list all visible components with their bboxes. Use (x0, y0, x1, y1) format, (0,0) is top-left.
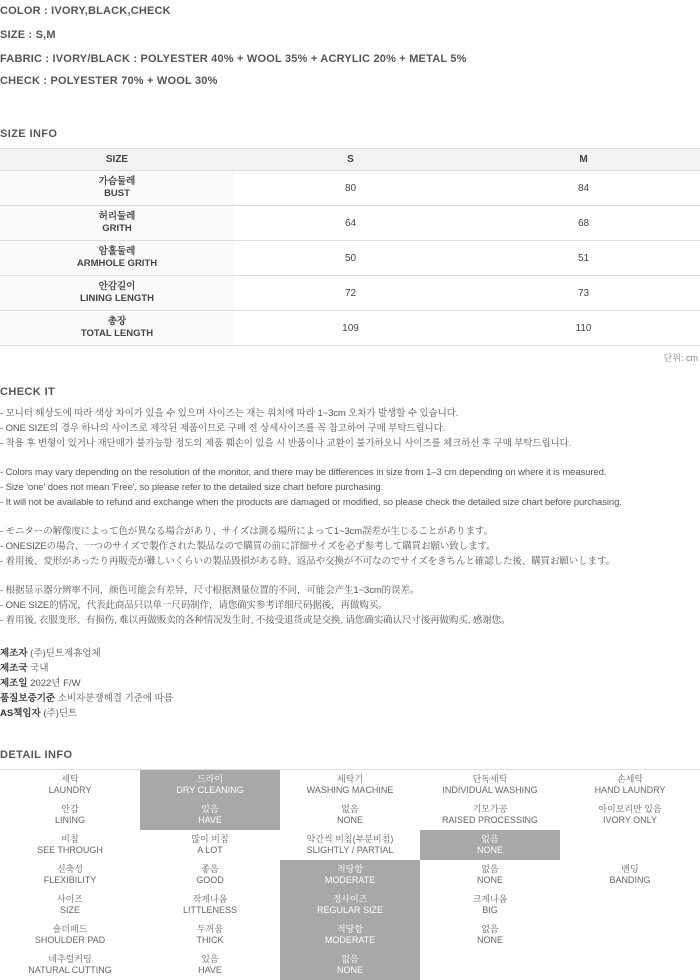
cell-ko: 없음 (481, 833, 499, 844)
row-label-en: LINING LENGTH (80, 293, 154, 304)
maker-label: 제조국 (0, 663, 28, 674)
detail-cell-flexibility-label (0, 860, 140, 890)
cell-ko: 네추럴커팅 (48, 953, 92, 964)
notes-english (0, 465, 700, 510)
cell-en: RAISED PROCESSING (441, 814, 539, 825)
table-header-row (0, 149, 700, 171)
detail-cell-flexibility-moderate[interactable] (280, 860, 420, 890)
maker-value: (주)딘트 (43, 708, 78, 719)
cell-ko: 좋음 (201, 863, 219, 874)
cell-en: MODERATE (324, 934, 376, 945)
maker-line (0, 706, 700, 721)
cell-en: HAVE (198, 964, 222, 975)
detail-cell-empty (560, 890, 700, 920)
detail-cell-lining-have[interactable] (140, 800, 280, 830)
detail-cell-see-through-label (0, 830, 140, 860)
cell-en: IVORY ONLY (602, 814, 658, 825)
row-label-en: BUST (104, 188, 130, 199)
cell-ko: 세탁기 (336, 773, 364, 784)
spec-fabric-check: CHECK : POLYESTER 70% + WOOL 30% (0, 75, 218, 87)
note-line: - Size 'one' does not mean 'Free', so please refer to the detailed size chart before purchasing. (0, 482, 384, 493)
note-line: - 모니터 해상도에 따라 색상 차이가 있을 수 있으며 사이즈는 재는 위치에 따라 1~3cm 오차가 발생할 수 있습니다. (0, 408, 459, 419)
cell-ko: 사이즈 (56, 893, 84, 904)
note-line: - モニターの解像度によって色が異なる場合があり、サイズは測る場所によって1~3cm誤差が生じることがあります。 (0, 526, 493, 537)
detail-info-title: DETAIL INFO (0, 749, 73, 761)
cell-ko: 기모가공 (472, 803, 508, 814)
cell-ko: 숄더패드 (52, 923, 88, 934)
detail-cell-natural-cutting-none[interactable] (280, 950, 420, 980)
row-label-total (0, 311, 234, 346)
maker-line (0, 691, 700, 706)
maker-line (0, 676, 700, 691)
detail-cell-shoulder-pad-none[interactable] (420, 920, 560, 950)
detail-cell-see-through-slightly[interactable] (280, 830, 420, 860)
size-col-s: S (234, 149, 467, 171)
cell-en: MODERATE (324, 874, 376, 885)
detail-cell-laundry-label (0, 770, 140, 800)
detail-cell-size-big[interactable] (420, 890, 560, 920)
cell-en: A LOT (197, 844, 223, 855)
notes-japanese (0, 524, 700, 569)
detail-cell-lining-none[interactable] (280, 800, 420, 830)
cell-en: SLIGHTLY / PARTIAL (306, 844, 394, 855)
cell-ko: 없음 (341, 953, 359, 964)
detail-cell-size-littleness[interactable] (140, 890, 280, 920)
cell-grith-m: 68 (467, 206, 700, 241)
note-line: - ONESIZEの場合、一つのサイズで製作された製品なので購買の前に詳細サイズを必ず参考して購買お願い致します。 (0, 541, 496, 552)
table-row (0, 311, 700, 346)
detail-cell-natural-cutting-label (0, 950, 140, 980)
size-info-title: SIZE INFO (0, 128, 58, 140)
cell-en: NONE (336, 964, 363, 975)
cell-ko: 없음 (481, 923, 499, 934)
detail-cell-shoulder-pad-label (0, 920, 140, 950)
cell-en: NONE (476, 874, 503, 885)
cell-ko: 두꺼움 (196, 923, 224, 934)
detail-cell-shoulder-pad-thick[interactable] (140, 920, 280, 950)
cell-bust-s: 80 (234, 171, 467, 206)
row-label-bust (0, 171, 234, 206)
detail-cell-ivory-only[interactable] (560, 800, 700, 830)
note-line: - It will not be available to refund and exchange when the products are damaged or modified, so please check the detailed size chart before purchasing. (0, 497, 622, 508)
cell-en: HAND LAUNDRY (594, 784, 666, 795)
maker-label: AS책임자 (0, 708, 41, 719)
cell-en: INDIVIDUAL WASHING (442, 784, 538, 795)
detail-row-natural-cutting (0, 950, 700, 980)
detail-cell-empty (420, 950, 560, 980)
table-row (0, 206, 700, 241)
table-row (0, 276, 700, 311)
maker-value: (주)딘트제휴업체 (30, 648, 101, 659)
cell-en: GOOD (196, 874, 224, 885)
detail-cell-hand-laundry[interactable] (560, 770, 700, 800)
cell-armhole-s: 50 (234, 241, 467, 276)
cell-armhole-m: 51 (467, 241, 700, 276)
cell-grith-s: 64 (234, 206, 467, 241)
cell-bust-m: 84 (467, 171, 700, 206)
row-label-en: TOTAL LENGTH (80, 328, 154, 339)
detail-cell-dry-cleaning[interactable] (140, 770, 280, 800)
cell-ko: 있음 (201, 803, 219, 814)
cell-en: NONE (336, 814, 363, 825)
cell-en: SIZE (59, 904, 80, 915)
detail-row-lining (0, 800, 700, 830)
size-col-header: SIZE (0, 149, 234, 171)
cell-lining-s: 72 (234, 276, 467, 311)
detail-cell-empty (560, 830, 700, 860)
spec-size: SIZE : S,M (0, 29, 56, 41)
cell-ko: 크게나옴 (472, 893, 508, 904)
maker-label: 제조자 (0, 648, 28, 659)
row-label-en: ARMHOLE GRITH (76, 258, 158, 269)
size-col-m: M (467, 149, 700, 171)
note-line: - Colors may vary depending on the resolution of the monitor, and there may be differences in size from 1–3 cm depending on where it is measured. (0, 467, 607, 478)
cell-ko: 안감 (61, 803, 79, 814)
detail-row-size (0, 890, 700, 920)
cell-en: SHOULDER PAD (34, 934, 106, 945)
detail-cell-size-regular[interactable] (280, 890, 420, 920)
row-label-ko: 총장 (107, 316, 127, 327)
detail-cell-empty (560, 920, 700, 950)
cell-en: LAUNDRY (48, 784, 92, 795)
cell-en: DRY CLEANING (176, 784, 244, 795)
spec-fabric: FABRIC : IVORY/BLACK : POLYESTER 40% + WOOL 35% + ACRYLIC 20% + METAL 5% (0, 53, 467, 65)
maker-value: 소비자분쟁해결 기준에 따름 (57, 693, 174, 704)
cell-ko: 세탁 (61, 773, 79, 784)
cell-ko: 많이 비침 (191, 833, 229, 844)
cell-total-m: 110 (467, 311, 700, 346)
cell-total-s: 109 (234, 311, 467, 346)
note-line: - 着用後, 衣服变形、有损伤, 难以再做贩卖的各种情况发生时, 不接受退货或是交换, 请您确实确认尺寸後再做购买, 感谢您。 (0, 615, 511, 626)
cell-en: BANDING (609, 874, 651, 885)
cell-ko: 없음 (481, 863, 499, 874)
maker-value: 2022년 F/W (30, 678, 81, 689)
cell-ko: 적당함 (336, 863, 364, 874)
cell-ko: 아이보리만 있음 (598, 803, 662, 814)
cell-ko: 작게나옴 (192, 893, 228, 904)
detail-cell-flexibility-none[interactable] (420, 860, 560, 890)
cell-ko: 정사이즈 (332, 893, 368, 904)
size-info-table (0, 148, 700, 346)
row-label-en: GRITH (102, 223, 132, 234)
cell-ko: 신축성 (56, 863, 84, 874)
note-line: - 着用後、変形があったり再販売が難しいくらいの製品毀損がある時、返品や交換が不可なのでサイズをきちんと確認した後、購買お願いします。 (0, 556, 615, 567)
detail-row-shoulder-pad (0, 920, 700, 950)
row-label-ko: 가슴둘레 (98, 176, 136, 187)
unit-note: 단위: cm (663, 353, 698, 363)
note-line: - 착용 후 변형이 있거나 재단매가 불가능할 정도의 제품 훼손이 있을 시 반품이나 교환이 불가하오니 사이즈를 체크하신 후 구매 부탁드립니다. (0, 438, 572, 449)
cell-en: LITTLENESS (182, 904, 238, 915)
row-label-grith (0, 206, 234, 241)
detail-cell-shoulder-pad-moderate[interactable] (280, 920, 420, 950)
detail-cell-lining-label (0, 800, 140, 830)
row-label-lining (0, 276, 234, 311)
maker-label: 품질보증기준 (0, 693, 56, 704)
detail-cell-see-through-none[interactable] (420, 830, 560, 860)
cell-lining-m: 73 (467, 276, 700, 311)
row-label-ko: 안감길이 (98, 281, 136, 292)
cell-en: NATURAL CUTTING (28, 964, 112, 975)
maker-line (0, 646, 700, 661)
cell-ko: 약간씩 비침(부분비침) (306, 833, 394, 844)
notes-chinese (0, 583, 700, 628)
cell-ko: 없음 (341, 803, 359, 814)
row-label-armhole (0, 241, 234, 276)
maker-label: 제조일 (0, 678, 28, 689)
table-row (0, 171, 700, 206)
cell-en: WASHING MACHINE (306, 784, 394, 795)
cell-en: NONE (476, 844, 503, 855)
cell-en: REGULAR SIZE (316, 904, 383, 915)
detail-row-flexibility (0, 860, 700, 890)
product-spec-block (0, 0, 700, 90)
row-label-ko: 암홀둘레 (98, 246, 136, 257)
spec-color: COLOR : IVORY,BLACK,CHECK (0, 5, 171, 17)
table-row (0, 241, 700, 276)
detail-cell-size-label (0, 890, 140, 920)
note-line: - ONE SIZE의 경우 하나의 사이즈로 제작된 제품이므로 구매 전 상세사이즈를 꼭 참고하여 구매 부탁드립니다. (0, 423, 446, 434)
detail-info-grid (0, 769, 700, 980)
maker-info-block (0, 646, 700, 721)
cell-ko: 손세탁 (616, 773, 644, 784)
cell-en: SEE THROUGH (37, 844, 103, 855)
cell-en: FLEXIBILITY (43, 874, 97, 885)
detail-cell-flexibility-good[interactable] (140, 860, 280, 890)
detail-cell-empty (560, 950, 700, 980)
cell-en: BIG (482, 904, 498, 915)
cell-en: LINING (54, 814, 85, 825)
cell-en: HAVE (198, 814, 222, 825)
maker-value: 국내 (30, 663, 49, 674)
cell-en: THICK (196, 934, 224, 945)
detail-cell-washing-machine[interactable] (280, 770, 420, 800)
detail-row-see-through (0, 830, 700, 860)
notes-korean (0, 406, 700, 451)
cell-ko: 단독세탁 (472, 773, 508, 784)
maker-line (0, 661, 700, 676)
cell-en: NONE (476, 934, 503, 945)
check-it-title: CHECK IT (0, 386, 56, 398)
cell-ko: 밴딩 (621, 863, 639, 874)
detail-cell-raised-processing[interactable] (420, 800, 560, 830)
detail-row-laundry (0, 770, 700, 800)
cell-ko: 비침 (61, 833, 79, 844)
note-line: - 根据显示器分辨率不同，颜色可能会有差异，尺寸根据测量位置的不同，可能会产生1~3cm的误差。 (0, 585, 420, 596)
note-line: - ONE SIZE的情况，代表此商品只以单一尺码制作，请您确实参考详细尺码据後，再做购买。 (0, 600, 388, 611)
detail-cell-natural-cutting-have[interactable] (140, 950, 280, 980)
detail-cell-banding[interactable] (560, 860, 700, 890)
detail-cell-see-through-a-lot[interactable] (140, 830, 280, 860)
cell-ko: 드라이 (196, 773, 224, 784)
row-label-ko: 허리둘레 (98, 211, 136, 222)
cell-ko: 있음 (201, 953, 219, 964)
detail-cell-individual-washing[interactable] (420, 770, 560, 800)
cell-ko: 적당함 (336, 923, 364, 934)
